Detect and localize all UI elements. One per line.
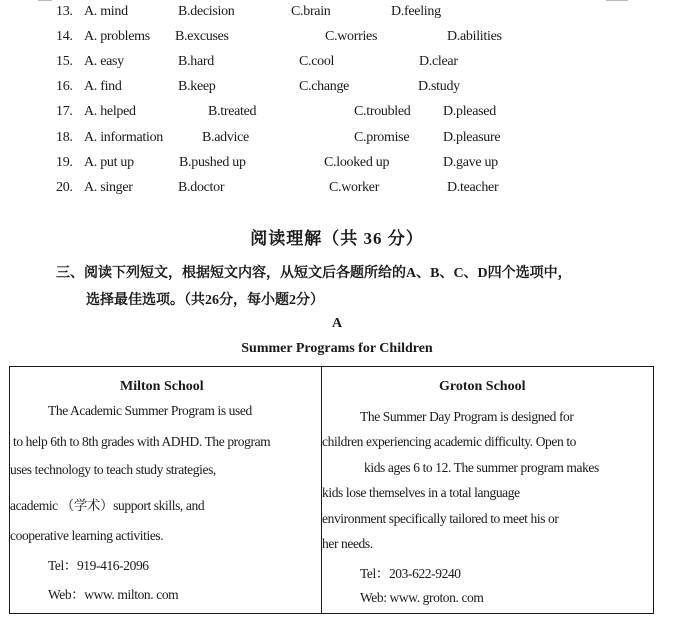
- right-school-tel: Tel：203-622-9240: [360, 566, 461, 581]
- option-a: A. put up: [84, 155, 134, 170]
- option-c: C.cool: [299, 54, 335, 69]
- passage-label: A: [331, 316, 343, 331]
- option-d: D.pleasure: [443, 130, 501, 145]
- question-row-13: [0, 1, 674, 23]
- programs-table: [9, 366, 654, 614]
- left-school-line: cooperative learning activities.: [10, 528, 164, 543]
- option-c: C.promise: [354, 130, 410, 145]
- option-d: D.teacher: [447, 180, 499, 195]
- option-b: B.decision: [178, 4, 235, 19]
- left-school-line: The Academic Summer Program is used: [48, 403, 252, 418]
- question-row-17: [0, 101, 674, 123]
- right-school-line: her needs.: [322, 536, 373, 551]
- left-school-name: Milton School: [120, 379, 204, 394]
- option-a: A. find: [84, 79, 122, 94]
- question-number: 20.: [56, 180, 73, 195]
- question-number: 13.: [56, 4, 73, 19]
- question-number: 14.: [56, 29, 73, 44]
- option-c: C.troubled: [354, 104, 411, 119]
- question-row-15: [0, 51, 674, 73]
- option-a: A. mind: [84, 4, 128, 19]
- right-school-line: kids lose themselves in a total language: [322, 485, 520, 500]
- option-c: C.change: [299, 79, 350, 94]
- passage-title: Summer Programs for Children: [241, 341, 433, 356]
- left-school-web: Web：www. milton. com: [48, 587, 179, 602]
- option-c: C.worries: [325, 29, 378, 44]
- question-row-20: [0, 177, 674, 199]
- option-b: B.keep: [178, 79, 216, 94]
- question-row-18: [0, 127, 674, 149]
- option-b: B.doctor: [178, 180, 225, 195]
- option-c: C.looked up: [324, 155, 390, 170]
- option-b: B.advice: [202, 130, 249, 145]
- left-school-tel: Tel：919-416-2096: [48, 558, 149, 573]
- right-school-line: kids ages 6 to 12. The summer program makes: [364, 460, 599, 475]
- question-number: 17.: [56, 104, 73, 119]
- right-school-line: children experiencing academic difficulty. Open to: [322, 434, 577, 449]
- question-number: 15.: [56, 54, 73, 69]
- section-heading: 阅读理解（共 36 分）: [250, 229, 424, 248]
- left-school-line: uses technology to teach study strategies,: [10, 462, 216, 477]
- option-d: D.pleased: [443, 104, 496, 119]
- question-number: 16.: [56, 79, 73, 94]
- option-b: B.pushed up: [179, 155, 246, 170]
- option-d: D.clear: [419, 54, 458, 69]
- question-row-16: [0, 76, 674, 98]
- option-d: D.study: [418, 79, 460, 94]
- instruction-line-1: 三、阅读下列短文，根据短文内容，从短文后各题所给的A、B、C、D四个选项中，: [56, 266, 572, 281]
- option-d: D.gave up: [443, 155, 498, 170]
- option-d: D.feeling: [391, 4, 441, 19]
- option-c: C.brain: [291, 4, 331, 19]
- right-school-line: environment specifically tailored to meet his or: [322, 511, 559, 526]
- option-a: A. easy: [84, 54, 124, 69]
- option-a: A. problems: [84, 29, 150, 44]
- instruction-line-2: 选择最佳选项。（共26分，每小题2分）: [86, 293, 324, 308]
- question-row-14: [0, 26, 674, 48]
- option-b: B.hard: [178, 54, 214, 69]
- option-b: B.treated: [208, 104, 257, 119]
- question-number: 19.: [56, 155, 73, 170]
- left-school-line: to help 6th to 8th grades with ADHD. The program: [13, 434, 271, 449]
- right-school-name: Groton School: [439, 379, 526, 394]
- right-school-line: The Summer Day Program is designed for: [360, 409, 574, 424]
- option-d: D.abilities: [447, 29, 502, 44]
- right-school-web: Web: www. groton. com: [360, 590, 484, 605]
- question-row-19: [0, 152, 674, 174]
- option-a: A. helped: [84, 104, 136, 119]
- option-c: C.worker: [329, 180, 380, 195]
- option-b: B.excuses: [175, 29, 229, 44]
- question-number: 18.: [56, 130, 73, 145]
- option-a: A. singer: [84, 180, 133, 195]
- option-a: A. information: [84, 130, 164, 145]
- left-school-line: academic （学术）support skills, and: [10, 498, 205, 513]
